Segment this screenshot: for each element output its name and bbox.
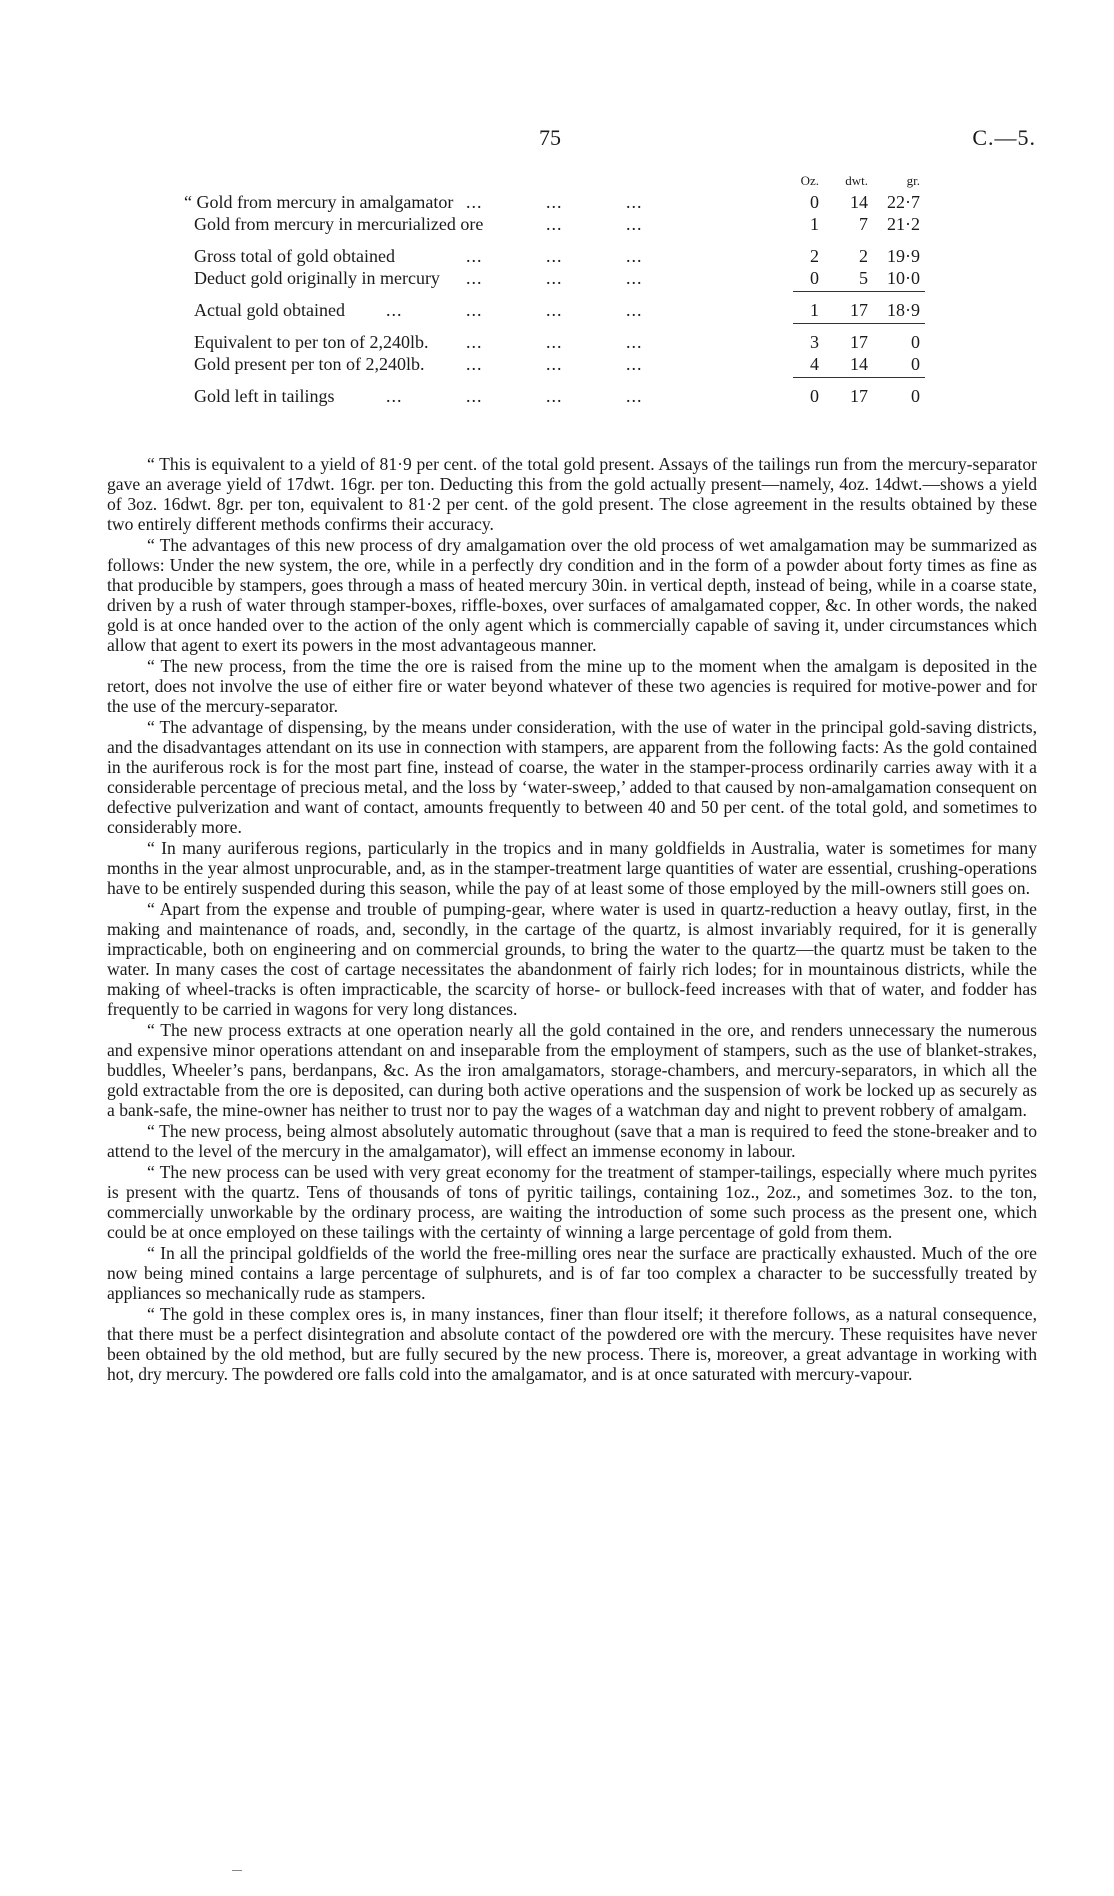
oz-value: 0 bbox=[810, 268, 819, 288]
dot-leader: ... bbox=[626, 300, 643, 320]
dot-leader: ... bbox=[626, 268, 643, 288]
oz-value: 2 bbox=[810, 246, 819, 266]
paragraph: “ The new process, from the time the ore is raised from the mine up to the moment when the amalgam is deposited in the retort, does not involve the use of either fire or water beyond whatever of these two agencies is required for motive-power and for the use of the mercury-separator. bbox=[107, 656, 1037, 716]
page-number: 75 bbox=[539, 125, 561, 150]
dot-leader: ... bbox=[626, 386, 643, 406]
column-header-oz: Oz. bbox=[800, 173, 819, 188]
dot-leader: ... bbox=[626, 354, 643, 374]
table-row bbox=[166, 300, 946, 322]
paragraph: “ Apart from the expense and trouble of pumping-gear, where water is used in quartz-reduction a heavy outlay, first, in the making and maintenance of roads, and, secondly, in the cartage of the quartz, is almost invariably required, for it is generally impracticable, both on engineering and on commercial grounds, to bring the water to the quartz—the quartz must be taken to the water. In many cases the cost of cartage necessitates the abandonment of fairly rich lodes; for in mountainous districts, while the making of wheel-tracks is often impracticable, the scarcity of horse- or bullock-feed increases with that of water, and fodder has frequently to be carried in wagons for very long distances. bbox=[107, 899, 1037, 1019]
gr-value: 18·9 bbox=[887, 300, 920, 320]
dot-leader: ... bbox=[466, 354, 483, 374]
oz-value: 1 bbox=[810, 300, 819, 320]
dwt-value: 2 bbox=[859, 246, 868, 266]
table-row bbox=[166, 386, 946, 408]
paragraph: “ In many auriferous regions, particularly in the tropics and in many goldfields in Australia, water is sometimes for many months in the year almost unprocurable, and, as in the stamper-treatment large quantities of water are essential, crushing-operations have to be entirely suspended during this season, while the pay of at least some of those employed by the mill-owners still goes on. bbox=[107, 838, 1037, 898]
table-row bbox=[166, 332, 946, 354]
gr-value: 10·0 bbox=[887, 268, 920, 288]
dot-leader: ... bbox=[626, 192, 643, 212]
footer-mark bbox=[232, 1870, 242, 1871]
dot-leader: ... bbox=[546, 300, 563, 320]
dot-leader: ... bbox=[466, 386, 483, 406]
body-text bbox=[107, 454, 1037, 1385]
row-label: Gold left in tailings bbox=[194, 386, 335, 406]
dwt-value: 17 bbox=[850, 300, 868, 320]
dot-leader: ... bbox=[546, 192, 563, 212]
table-row bbox=[166, 214, 946, 236]
paragraph: “ The new process extracts at one operation nearly all the gold contained in the ore, and renders unnecessary the numerous and expensive minor operations attendant on and inseparable from the employment of stampers, such as the use of blanket-strakes, buddles, Wheeler’s pans, berdanpans, &c. As the iron amalgamators, storage-chambers, and mercury-separators, in which all the gold extractable from the ore is deposited, can during both active operations and the suspension of work be locked up as securely as a bank-safe, the mine-owner has neither to trust nor to pay the wages of a watchman day and night to prevent robbery of amalgam. bbox=[107, 1020, 1037, 1120]
dot-leader: ... bbox=[546, 386, 563, 406]
dot-leader: ... bbox=[626, 214, 643, 234]
gr-value: 19·9 bbox=[887, 246, 920, 266]
gr-value: 22·7 bbox=[887, 192, 920, 212]
row-label: Actual gold obtained bbox=[194, 300, 345, 320]
row-label: Gold present per ton of 2,240lb. bbox=[194, 354, 425, 374]
paragraph: “ The new process, being almost absolutely automatic throughout (save that a man is required to feed the stone-breaker and to attend to the level of the mercury in the amalgamator), will effect an immense economy in labour. bbox=[107, 1121, 1037, 1161]
dot-leader: ... bbox=[546, 332, 563, 352]
gr-value: 0 bbox=[911, 332, 920, 352]
oz-value: 4 bbox=[810, 354, 819, 374]
row-label: Gold from mercury in mercurialized ore bbox=[194, 214, 484, 234]
row-label: Gross total of gold obtained bbox=[194, 246, 395, 266]
oz-value: 0 bbox=[810, 386, 819, 406]
dwt-value: 14 bbox=[850, 354, 868, 374]
dot-leader: ... bbox=[386, 386, 403, 406]
oz-value: 3 bbox=[810, 332, 819, 352]
dot-leader: ... bbox=[466, 300, 483, 320]
dot-leader: ... bbox=[466, 246, 483, 266]
dot-leader: ... bbox=[466, 192, 483, 212]
gr-value: 0 bbox=[911, 354, 920, 374]
dwt-value: 14 bbox=[850, 192, 868, 212]
dwt-value: 17 bbox=[850, 332, 868, 352]
paragraph: “ The advantage of dispensing, by the means under consideration, with the use of water in the principal gold-saving districts, and the disadvantages attendant on its use in connection with stampers, are apparent from the following facts: As the gold contained in the auriferous rock is for the most part fine, instead of coarse, the water in the stamper-process ordinarily carries away with it a considerable percentage of precious metal, and the loss by ‘water-sweep,’ added to that caused by non-amalgamation consequent on defective pulverization and want of contact, amounts frequently to between 40 and 50 per cent. of the total gold, and sometimes to considerably more. bbox=[107, 717, 1037, 837]
dot-leader: ... bbox=[546, 354, 563, 374]
gr-value: 0 bbox=[911, 386, 920, 406]
oz-value: 0 bbox=[810, 192, 819, 212]
dot-leader: ... bbox=[626, 246, 643, 266]
table-header-row bbox=[166, 173, 946, 192]
column-header-gr: gr. bbox=[906, 173, 920, 188]
dot-leader: ... bbox=[626, 332, 643, 352]
gr-value: 21·2 bbox=[887, 214, 920, 234]
paragraph: “ This is equivalent to a yield of 81·9 per cent. of the total gold present. Assays of the tailings run from the mercury-separator gave an average yield of 17dwt. 16gr. per ton. Deducting this from the gold actually present—namely, 4oz. 14dwt.—shows a yield of 3oz. 16dwt. 8gr. per ton, equivalent to 81·2 per cent. of the gold present. The close agreement in the results obtained by these two entirely different methods confirms their accuracy. bbox=[107, 454, 1037, 534]
column-header-dwt: dwt. bbox=[845, 173, 868, 188]
table-row bbox=[166, 246, 946, 268]
paragraph: “ The gold in these complex ores is, in many instances, finer than flour itself; it therefore follows, as a natural consequence, that there must be a perfect disintegration and absolute contact of the powdered ore with the mercury. These requisites have never been obtained by the old method, but are fully secured by the new process. There is, moreover, a great advantage in working with hot, dry mercury. The powdered ore falls cold into the amalgamator, and is at once saturated with mercury-vapour. bbox=[107, 1304, 1037, 1384]
document-reference: C.—5. bbox=[972, 125, 1036, 150]
paragraph: “ The new process can be used with very great economy for the treatment of stamper-tailings, especially where much pyrites is present with the quartz. Tens of thousands of tons of pyritic tailings, containing 1oz., 2oz., and sometimes 3oz. to the ton, commercially unworkable by the ordinary process, are waiting the introduction of some such process as the present one, which could be at once employed on these tailings with the certainty of winning a large percentage of gold from them. bbox=[107, 1162, 1037, 1242]
dwt-value: 17 bbox=[850, 386, 868, 406]
table-row bbox=[166, 192, 946, 214]
dot-leader: ... bbox=[386, 300, 403, 320]
paragraph: “ In all the principal goldfields of the world the free-milling ores near the surface are practically exhausted. Much of the ore now being mined contains a large percentage of sulphurets, and is of far too complex a character to be successfully treated by appliances so mechanically rude as stampers. bbox=[107, 1243, 1037, 1303]
table-row bbox=[166, 268, 946, 290]
paragraph: “ The advantages of this new process of dry amalgamation over the old process of wet amalgamation may be summarized as follows: Under the new system, the ore, while in a perfectly dry condition and in the form of a powder about forty times as fine as that producible by stampers, goes through a mass of heated mercury 30in. in vertical depth, instead of being, while in a coarse state, driven by a rush of water through stamper-boxes, riffle-boxes, over surfaces of amalgamated copper, &c. In other words, the naked gold is at once handed over to the action of the only agent which is commercially capable of saving it, under circumstances which allow that agent to exert its powers in the most advantageous manner. bbox=[107, 535, 1037, 655]
gold-yield-table bbox=[166, 173, 946, 408]
row-label: Equivalent to per ton of 2,240lb. bbox=[194, 332, 429, 352]
row-label: Deduct gold originally in mercury bbox=[194, 268, 440, 288]
dot-leader: ... bbox=[466, 332, 483, 352]
dwt-value: 5 bbox=[859, 268, 868, 288]
table-row bbox=[166, 354, 946, 376]
dot-leader: ... bbox=[466, 268, 483, 288]
dwt-value: 7 bbox=[859, 214, 868, 234]
dot-leader: ... bbox=[546, 268, 563, 288]
oz-value: 1 bbox=[810, 214, 819, 234]
dot-leader: ... bbox=[546, 214, 563, 234]
row-label: “ Gold from mercury in amalgamator bbox=[184, 192, 454, 212]
dot-leader: ... bbox=[546, 246, 563, 266]
